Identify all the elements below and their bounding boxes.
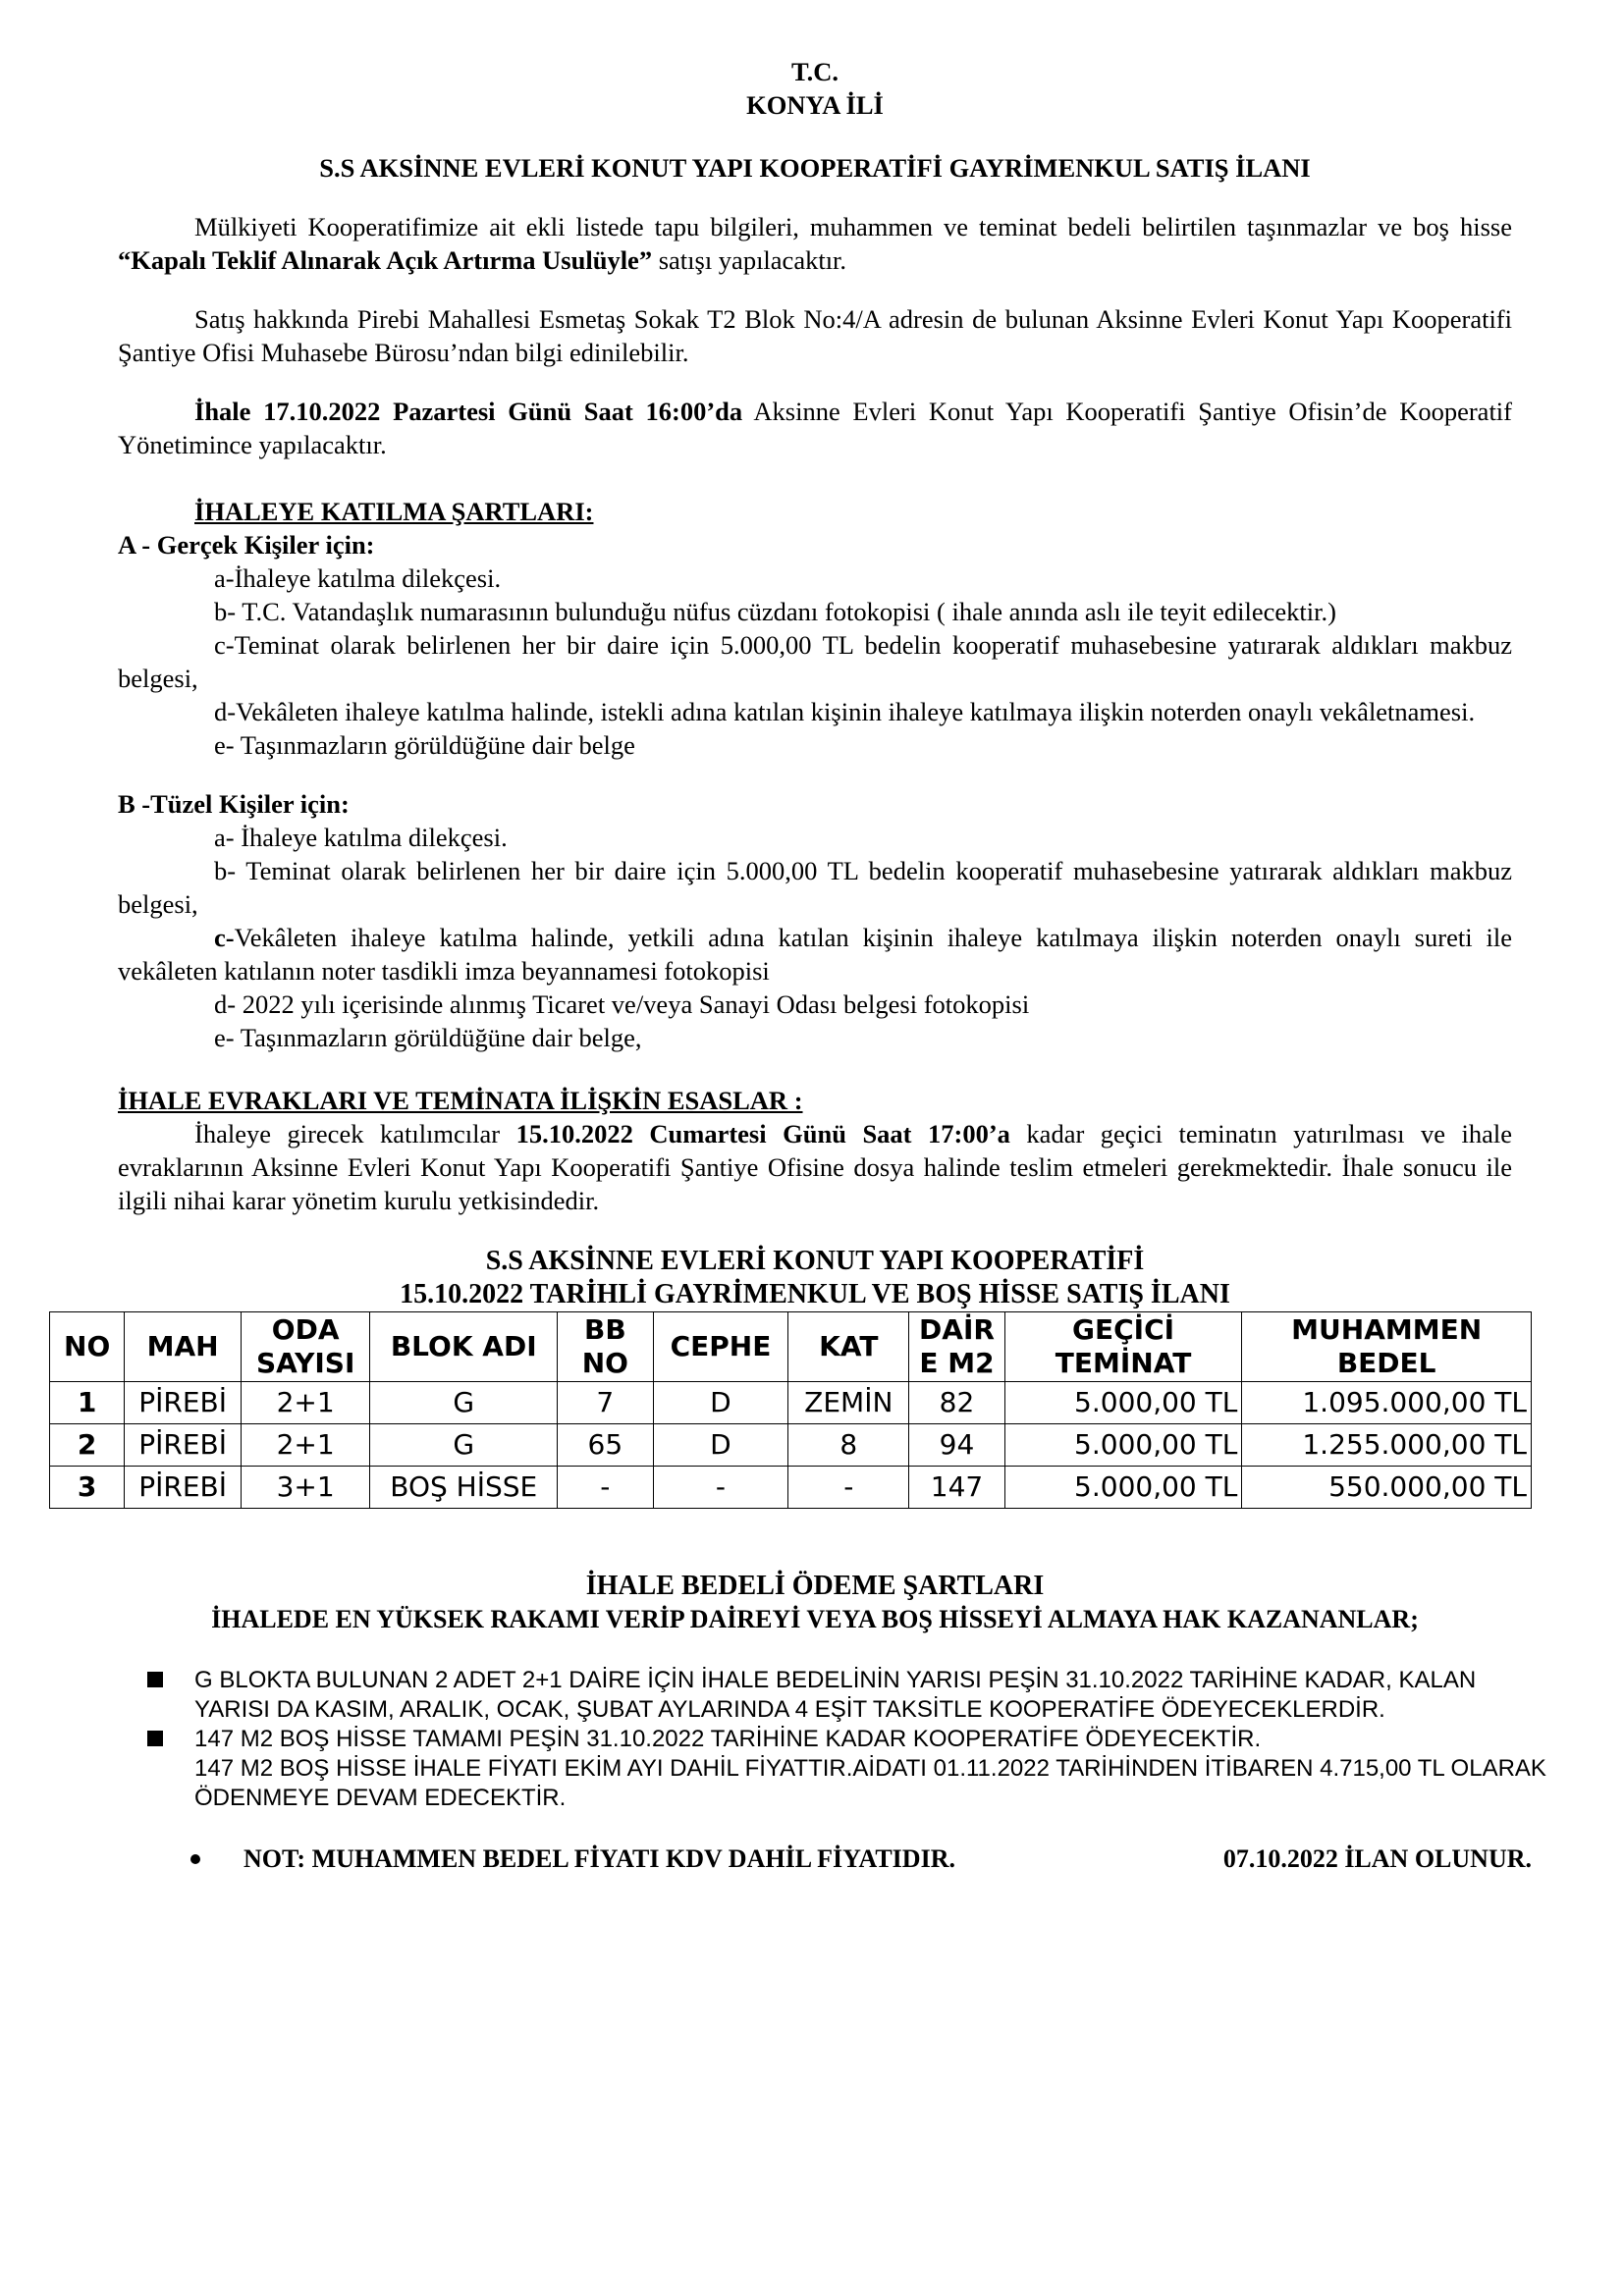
conditions-b-heading: B -Tüzel Kişiler için: xyxy=(118,789,350,819)
cell-oda: 3+1 xyxy=(241,1467,369,1509)
cell-mah: PİREBİ xyxy=(125,1424,242,1467)
col-header-daire-m2: DAİR E M2 xyxy=(909,1312,1004,1382)
cell-blok: G xyxy=(370,1424,558,1467)
conditions-b-item-4: d- 2022 yılı içerisinde alınmış Ticaret ve/veya Sanayi Odası belgesi fotokopisi xyxy=(214,989,1030,1019)
conditions-b-item-1: a- İhaleye katılma dilekçesi. xyxy=(214,823,508,852)
table-title-1: S.S AKSİNNE EVLERİ KONUT YAPI KOOPERATİFİ xyxy=(485,1246,1145,1276)
conditions-a-item-1: a-İhaleye katılma dilekçesi. xyxy=(214,563,502,593)
payment-heading-2: İHALEDE EN YÜKSEK RAKAMI VERİP DAİREYİ VEYA BOŞ HİSSEYİ ALMAYA HAK KAZANANLAR; xyxy=(211,1605,1419,1633)
document-page xyxy=(64,55,1546,1876)
col-header-kat: KAT xyxy=(788,1312,909,1382)
col-header-blok: BLOK ADI xyxy=(370,1312,558,1382)
cell-bedel: 1.255.000,00 TL xyxy=(1242,1424,1532,1467)
table-title-2: 15.10.2022 TARİHLİ GAYRİMENKUL VE BOŞ HİSSE SATIŞ İLANI xyxy=(400,1279,1230,1309)
col-header-mah: MAH xyxy=(125,1312,242,1382)
cell-kat: - xyxy=(788,1467,909,1509)
cell-kat: 8 xyxy=(788,1424,909,1467)
conditions-b-item-5: e- Taşınmazların görüldüğüne dair belge, xyxy=(214,1023,642,1052)
square-bullet-icon xyxy=(147,1672,163,1687)
cell-teminat: 5.000,00 TL xyxy=(1004,1424,1242,1467)
property-table xyxy=(49,1311,1532,1509)
document-title: S.S AKSİNNE EVLERİ KONUT YAPI KOOPERATİFİ GAYRİMENKUL SATIŞ İLANI xyxy=(319,153,1311,183)
col-header-oda: ODA SAYISI xyxy=(241,1312,369,1382)
payment-term-item: G BLOKTA BULUNAN 2 ADET 2+1 DAİRE İÇİN İHALE BEDELİNİN YARISI PEŞİN 31.10.2022 TARİHİNE KADAR, KALAN YARISI DA KASIM, ARALIK, OCAK, ŞUBAT AYLARINDA 4 EŞİT TAKSİTLE KOOPERATİFE ÖDEYECEKLERDİR. xyxy=(118,1666,1549,1725)
table-header-row xyxy=(50,1312,1532,1382)
footer-note-text: NOT: MUHAMMEN BEDEL FİYATI KDV DAHİL FİYATIDIR. xyxy=(244,1844,955,1873)
footer-date: 07.10.2022 İLAN OLUNUR. xyxy=(1222,1844,1532,1873)
header-line-2: KONYA İLİ xyxy=(746,90,884,120)
cell-oda: 2+1 xyxy=(241,1382,369,1424)
cell-teminat: 5.000,00 TL xyxy=(1004,1382,1242,1424)
col-header-no: NO xyxy=(50,1312,125,1382)
conditions-heading: İHALEYE KATILMA ŞARTLARI: xyxy=(194,497,594,526)
conditions-b-item-2: b- Teminat olarak belirlenen her bir daire için 5.000,00 TL bedelin kooperatif muhasebesine yatırarak aldıkları makbuz belgesi, xyxy=(118,856,1512,919)
payment-heading-1: İHALE BEDELİ ÖDEME ŞARTLARI xyxy=(585,1571,1045,1601)
col-header-bb: BB NO xyxy=(558,1312,653,1382)
col-header-muhammen-bedel: MUHAMMEN BEDEL xyxy=(1242,1312,1532,1382)
col-header-gecici-teminat: GEÇİCİ TEMİNAT xyxy=(1004,1312,1242,1382)
cell-bedel: 1.095.000,00 TL xyxy=(1242,1382,1532,1424)
documents-paragraph: İhaleye girecek katılımcılar 15.10.2022 Cumartesi Günü Saat 17:00’a kadar geçici teminatın yatırılması ve ihale evraklarının Aksinne Evleri Konut Yapı Kooperatifi Şantiye Ofisine dosya halinde teslim etmeleri gerekmektedir. İhale sonucu ile ilgili nihai karar yönetim kurulu yetkisindedir. xyxy=(118,1119,1513,1215)
cell-mah: PİREBİ xyxy=(125,1467,242,1509)
conditions-a-item-5: e- Taşınmazların görüldüğüne dair belge xyxy=(214,730,635,760)
conditions-a-item-2: b- T.C. Vatandaşlık numarasının bulunduğu nüfus cüzdanı fotokopisi ( ihale anında aslı ile teyit edilecektir.) xyxy=(214,597,1336,626)
cell-m2: 82 xyxy=(909,1382,1004,1424)
cell-cephe: - xyxy=(653,1467,788,1509)
intro-paragraph-3: İhale 17.10.2022 Pazartesi Günü Saat 16:00’da Aksinne Evleri Konut Yapı Kooperatifi Şantiye Ofisin’de Kooperatif Yönetimince yapılacaktır. xyxy=(118,397,1512,459)
cell-bb: 65 xyxy=(558,1424,653,1467)
conditions-b-item-3: c-Vekâleten ihaleye katılma halinde, yetkili adına katılan kişinin ihaleye katılmaya ilişkin noterden onaylı sureti ile vekâleten katılanın noter tasdikli imza beyannamesi fotokopisi xyxy=(118,923,1512,986)
payment-terms-list xyxy=(118,1666,1546,1813)
cell-m2: 94 xyxy=(909,1424,1004,1467)
conditions-a-item-4: d-Vekâleten ihaleye katılma halinde, istekli adına katılan kişinin ihaleye katılmaya ilişkin noterden onaylı vekâletnamesi. xyxy=(214,697,1476,726)
cell-mah: PİREBİ xyxy=(125,1382,242,1424)
cell-bedel: 550.000,00 TL xyxy=(1242,1467,1532,1509)
intro-paragraph-2: Satış hakkında Pirebi Mahallesi Esmetaş Sokak T2 Blok No:4/A adresin de bulunan Aksinne Evleri Konut Yapı Kooperatifi Şantiye Ofisi Muhasebe Bürosu’ndan bilgi edinilebilir. xyxy=(118,304,1512,367)
table-row xyxy=(50,1424,1532,1467)
conditions-a-item-3: c-Teminat olarak belirlenen her bir daire için 5.000,00 TL bedelin kooperatif muhasebesine yatırarak aldıkları makbuz belgesi, xyxy=(118,630,1512,693)
cell-blok: G xyxy=(370,1382,558,1424)
payment-term-item: 147 M2 BOŞ HİSSE TAMAMI PEŞİN 31.10.2022 TARİHİNE KADAR KOOPERATİFE ÖDEYECEKTİR. 147 M2 BOŞ HİSSE İHALE FİYATI EKİM AYI DAHİL FİYATTIR.AİDATI 01.11.2022 TARİHİNDEN İTİBAREN 4.715,00 TL OLARAK ÖDENMEYE DEVAM EDECEKTİR. xyxy=(118,1725,1549,1813)
cell-cephe: D xyxy=(653,1424,788,1467)
cell-cephe: D xyxy=(653,1382,788,1424)
cell-no: 2 xyxy=(50,1424,125,1467)
table-row xyxy=(50,1382,1532,1424)
cell-kat: ZEMİN xyxy=(788,1382,909,1424)
cell-bb: - xyxy=(558,1467,653,1509)
table-row xyxy=(50,1467,1532,1509)
cell-blok: BOŞ HİSSE xyxy=(370,1467,558,1509)
cell-m2: 147 xyxy=(909,1467,1004,1509)
documents-heading: İHALE EVRAKLARI VE TEMİNATA İLİŞKİN ESASLAR : xyxy=(118,1086,803,1115)
intro-paragraph-1: Mülkiyeti Kooperatifimize ait ekli listede tapu bilgileri, muhammen ve teminat bedeli belirtilen taşınmazlar ve boş hisse “Kapalı Teklif Alınarak Açık Artırma Usulüyle” satışı yapılacaktır. xyxy=(118,212,1512,275)
round-bullet-icon xyxy=(190,1854,200,1864)
cell-no: 3 xyxy=(50,1467,125,1509)
conditions-a-heading: A - Gerçek Kişiler için: xyxy=(118,530,375,560)
cell-oda: 2+1 xyxy=(241,1424,369,1467)
col-header-cephe: CEPHE xyxy=(653,1312,788,1382)
square-bullet-icon xyxy=(147,1731,163,1746)
cell-no: 1 xyxy=(50,1382,125,1424)
cell-teminat: 5.000,00 TL xyxy=(1004,1467,1242,1509)
header-line-1: T.C. xyxy=(790,57,839,86)
footer-note xyxy=(118,1842,1532,1876)
cell-bb: 7 xyxy=(558,1382,653,1424)
